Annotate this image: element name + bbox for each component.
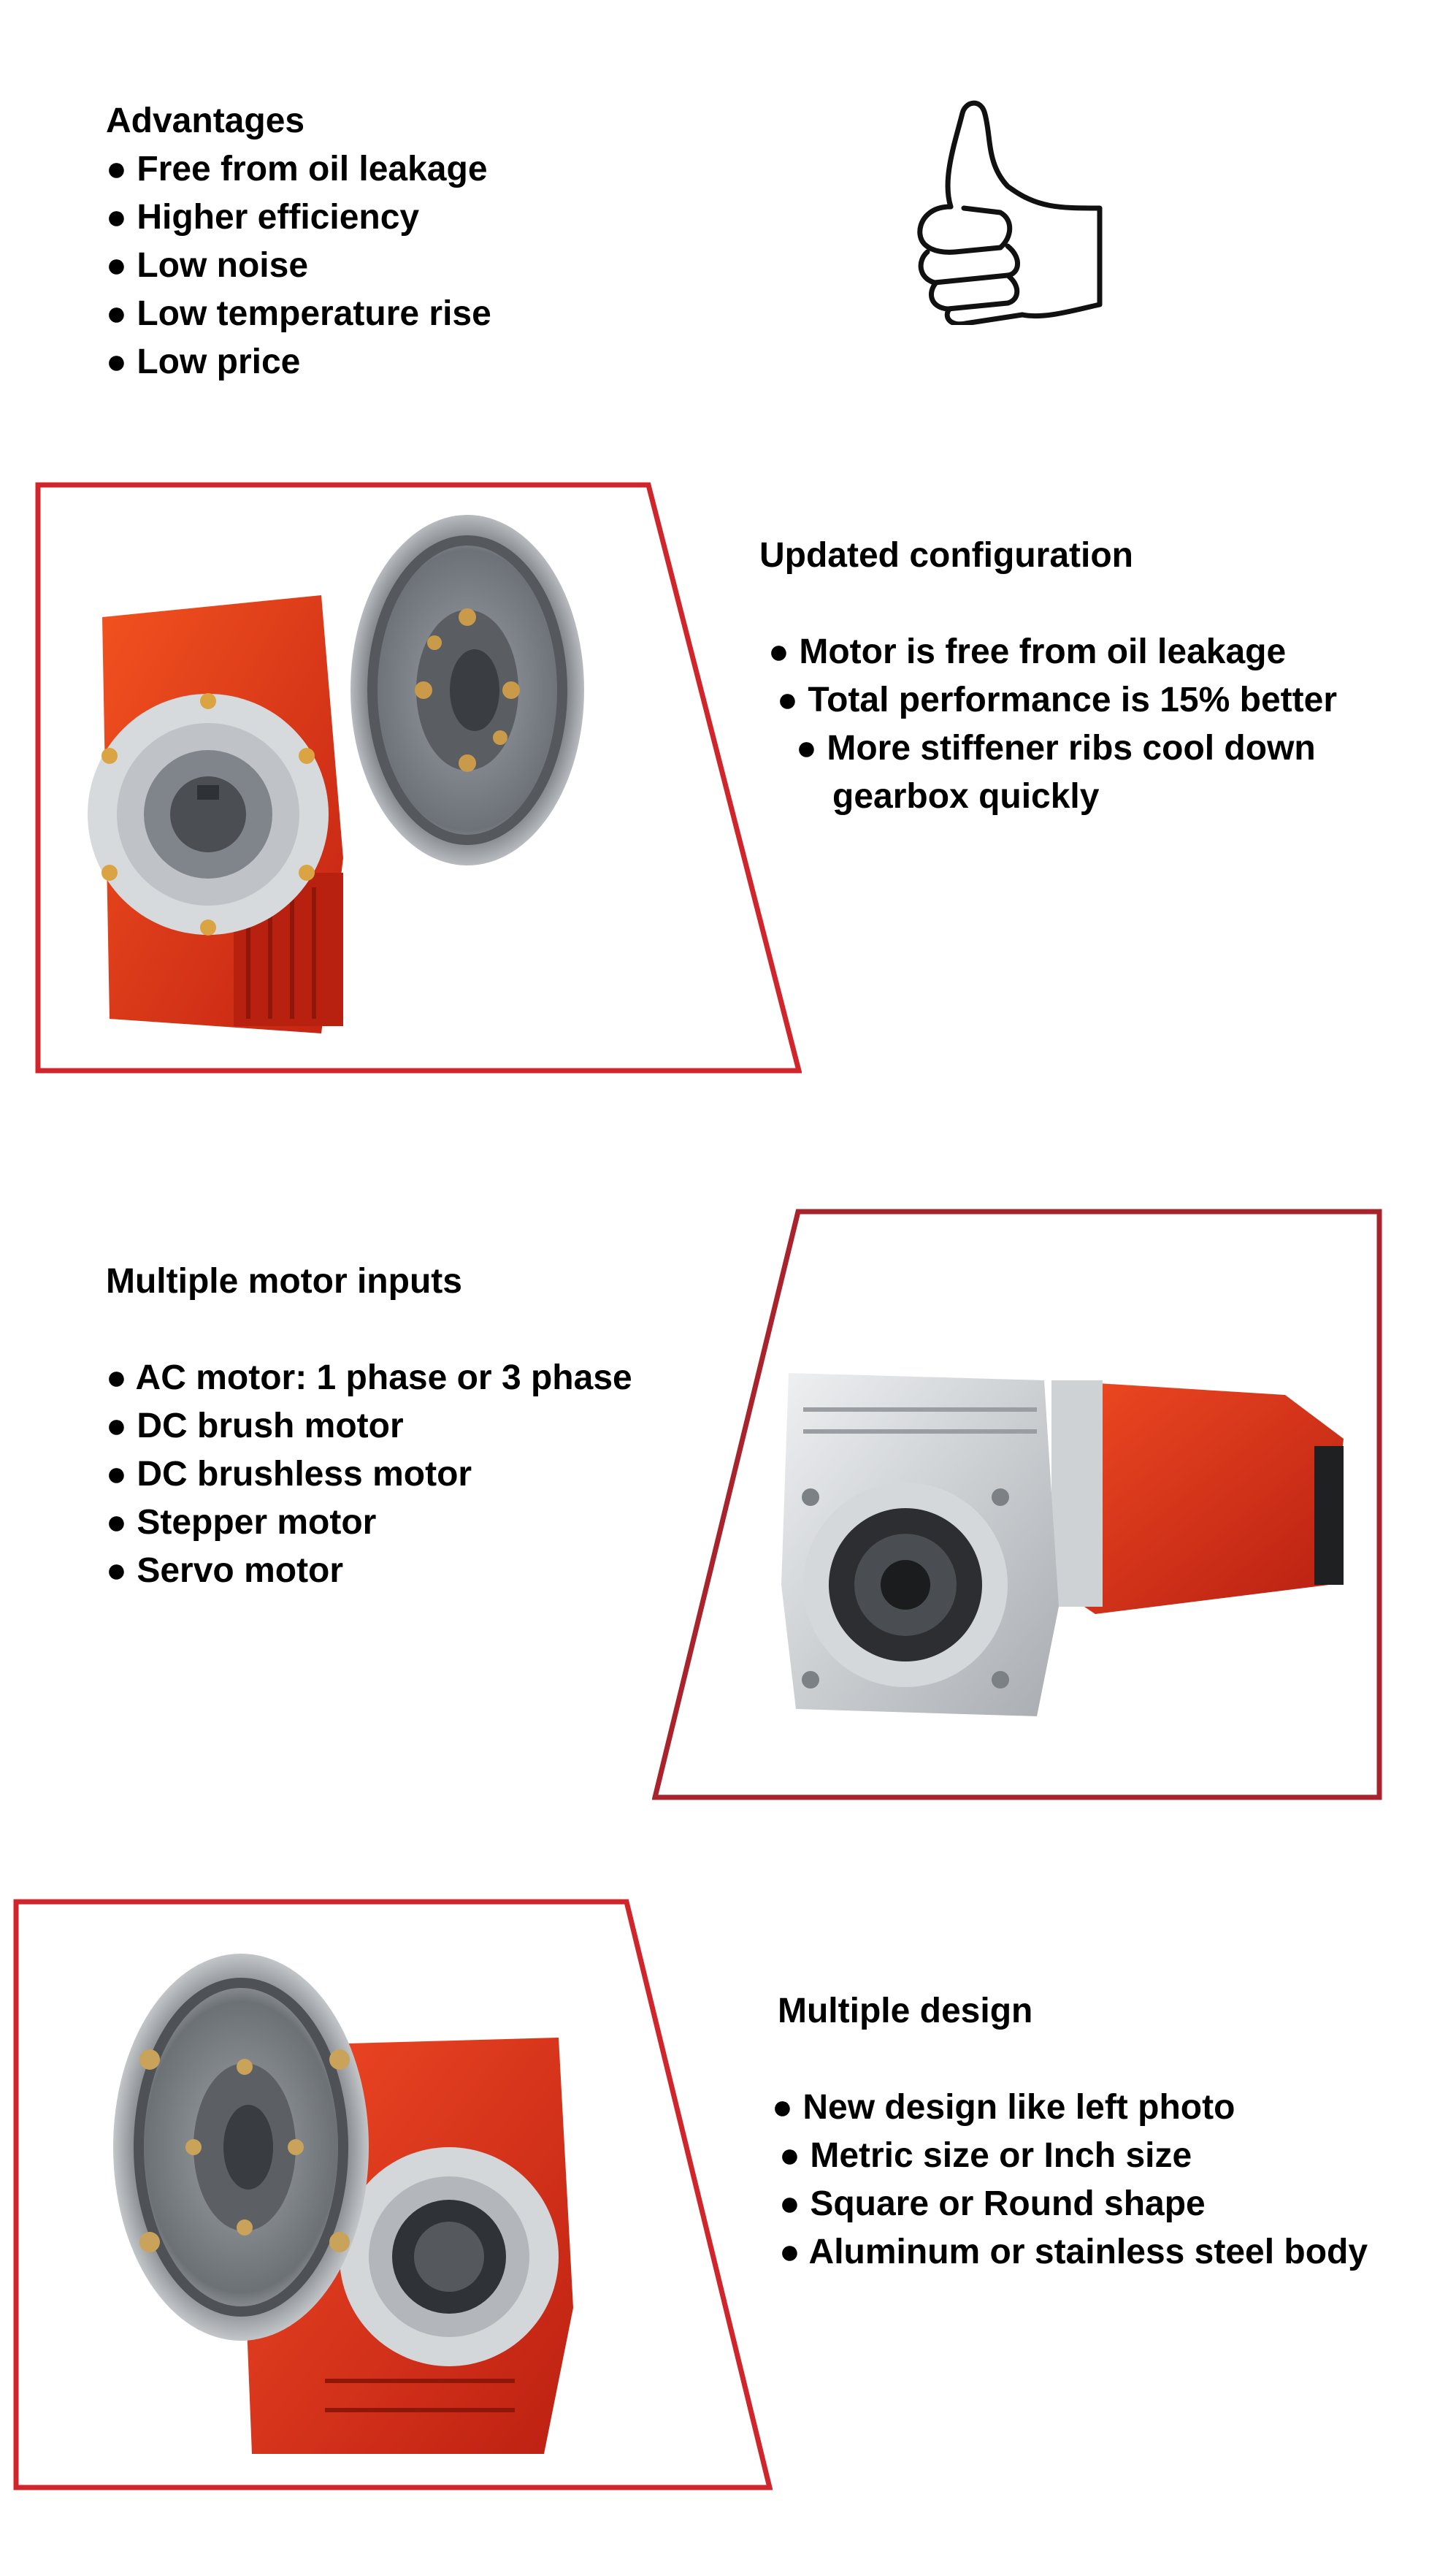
configuration-section <box>759 532 1337 821</box>
configuration-item: ● More stiffener ribs cool down <box>796 729 1316 768</box>
advantages-item: ● Low temperature rise <box>106 294 491 333</box>
motor-inputs-section <box>106 1258 632 1595</box>
advantages-item: ● Low noise <box>106 246 309 285</box>
motor-inputs-item: ● DC brushless motor <box>106 1455 472 1494</box>
motor-inputs-title: Multiple motor inputs <box>106 1262 462 1301</box>
red-worm-gearbox-image <box>80 508 591 1033</box>
advantages-item: ● Free from oil leakage <box>106 150 488 188</box>
design-item: ● Aluminum or stainless steel body <box>779 2233 1368 2271</box>
motor-inputs-item: ● Stepper motor <box>106 1503 377 1542</box>
design-section <box>772 1987 1368 2276</box>
advantages-section <box>106 97 491 386</box>
design-title: Multiple design <box>778 1992 1033 2030</box>
advantages-item: ● Higher efficiency <box>106 198 420 237</box>
design-item: ● Metric size or Inch size <box>779 2136 1192 2175</box>
motor-inputs-item: ● DC brush motor <box>106 1407 404 1445</box>
advantages-title: Advantages <box>106 102 305 140</box>
aluminum-gearbox-motor-image <box>774 1366 1351 1731</box>
advantages-item: ● Low price <box>106 343 301 381</box>
configuration-item: gearbox quickly <box>832 777 1100 816</box>
configuration-title: Updated configuration <box>759 536 1133 575</box>
design-item: ● New design like left photo <box>772 2088 1235 2127</box>
configuration-item: ● Motor is free from oil leakage <box>768 632 1287 671</box>
design-item: ● Square or Round shape <box>779 2184 1206 2223</box>
configuration-item: ● Total performance is 15% better <box>777 681 1337 719</box>
red-gearbox-flange-left-image <box>106 1928 602 2469</box>
motor-inputs-item: ● Servo motor <box>106 1551 344 1590</box>
thumbs-up-icon <box>898 91 1117 325</box>
motor-inputs-item: ● AC motor: 1 phase or 3 phase <box>106 1358 632 1397</box>
